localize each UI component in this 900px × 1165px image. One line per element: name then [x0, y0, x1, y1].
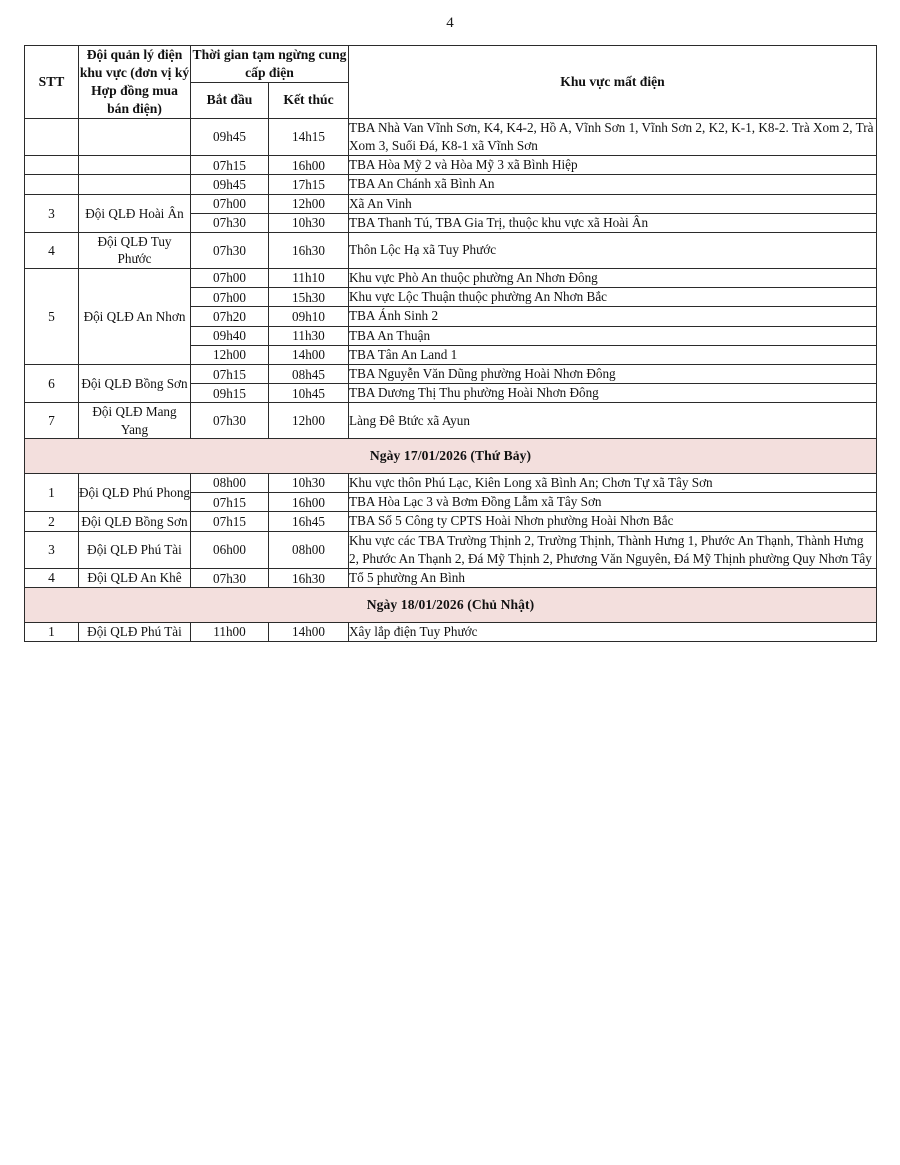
cell-start-time: 07h15	[191, 365, 269, 384]
cell-end-time: 16h30	[269, 233, 349, 269]
cell-stt: 4	[25, 233, 79, 269]
cell-team: Đội QLĐ Phú Phong	[79, 473, 191, 511]
day-separator-label: Ngày 17/01/2026 (Thứ Bảy)	[25, 439, 877, 474]
day-separator-label: Ngày 18/01/2026 (Chủ Nhật)	[25, 588, 877, 623]
table-row	[25, 622, 877, 641]
table-row	[25, 175, 877, 194]
cell-area: TBA Ánh Sinh 2	[349, 307, 877, 326]
cell-area: TBA Dương Thị Thu phường Hoài Nhơn Đông	[349, 384, 877, 403]
cell-start-time: 07h15	[191, 156, 269, 175]
day-separator-row	[25, 439, 877, 474]
cell-end-time: 12h00	[269, 194, 349, 213]
cell-start-time: 07h15	[191, 493, 269, 512]
cell-end-time: 17h15	[269, 175, 349, 194]
cell-start-time: 07h20	[191, 307, 269, 326]
cell-end-time: 15h30	[269, 288, 349, 307]
cell-start-time: 07h15	[191, 512, 269, 531]
table-header-row-1	[25, 46, 877, 83]
cell-team: Đội QLĐ Phú Tài	[79, 622, 191, 641]
cell-end-time: 16h45	[269, 512, 349, 531]
cell-stt: 3	[25, 531, 79, 568]
cell-area: TBA Nhà Van Vĩnh Sơn, K4, K4-2, Hồ A, Vĩnh Sơn 1, Vĩnh Sơn 2, K2, K-1, K8-2. Trà Xom 2, Trà Xom 3, Suối Đá, K8-1 xã Vĩnh Sơn	[349, 118, 877, 155]
cell-end-time: 08h45	[269, 365, 349, 384]
cell-area: TBA An Chánh xã Bình An	[349, 175, 877, 194]
column-header-time-group: Thời gian tạm ngừng cung cấp điện	[191, 46, 349, 83]
cell-stt	[25, 175, 79, 194]
cell-stt: 1	[25, 622, 79, 641]
cell-start-time: 07h00	[191, 288, 269, 307]
table-row	[25, 233, 877, 269]
cell-start-time: 08h00	[191, 473, 269, 492]
cell-end-time: 11h10	[269, 268, 349, 287]
cell-stt: 1	[25, 473, 79, 511]
cell-stt: 2	[25, 512, 79, 531]
cell-stt	[25, 156, 79, 175]
cell-start-time: 07h30	[191, 403, 269, 439]
cell-start-time: 09h40	[191, 326, 269, 345]
outage-schedule-table	[24, 45, 877, 642]
cell-team	[79, 175, 191, 194]
cell-area: TBA Hòa Lạc 3 và Bơm Đồng Lẫm xã Tây Sơn	[349, 493, 877, 512]
table-row	[25, 365, 877, 384]
table-row	[25, 473, 877, 492]
cell-area: TBA Thanh Tú, TBA Gia Trị, thuộc khu vực xã Hoài Ân	[349, 213, 877, 232]
cell-stt: 7	[25, 403, 79, 439]
cell-end-time: 14h00	[269, 622, 349, 641]
cell-team: Đội QLĐ Mang Yang	[79, 403, 191, 439]
cell-area: Xây lắp điện Tuy Phước	[349, 622, 877, 641]
cell-team: Đội QLĐ Phú Tài	[79, 531, 191, 568]
column-header-team: Đội quản lý điện khu vực (đơn vị ký Hợp đồng mua bán điện)	[79, 46, 191, 119]
cell-area: Thôn Lộc Hạ xã Tuy Phước	[349, 233, 877, 269]
column-header-area: Khu vực mất điện	[349, 46, 877, 119]
cell-area: TBA Tân An Land 1	[349, 345, 877, 364]
table-row	[25, 118, 877, 155]
cell-team	[79, 156, 191, 175]
column-header-start-time: Bắt đầu	[191, 82, 269, 118]
cell-end-time: 16h30	[269, 569, 349, 588]
outage-schedule-table-container	[24, 45, 876, 642]
cell-end-time: 09h10	[269, 307, 349, 326]
cell-team: Đội QLĐ An Nhơn	[79, 268, 191, 364]
table-row	[25, 156, 877, 175]
cell-team: Đội QLĐ Tuy Phước	[79, 233, 191, 269]
cell-stt: 4	[25, 569, 79, 588]
table-row	[25, 268, 877, 287]
cell-area: TBA Số 5 Công ty CPTS Hoài Nhơn phường Hoài Nhơn Bắc	[349, 512, 877, 531]
cell-end-time: 11h30	[269, 326, 349, 345]
cell-start-time: 07h30	[191, 233, 269, 269]
cell-end-time: 08h00	[269, 531, 349, 568]
cell-area: Tổ 5 phường An Bình	[349, 569, 877, 588]
column-header-stt: STT	[25, 46, 79, 119]
cell-stt: 3	[25, 194, 79, 232]
table-row	[25, 569, 877, 588]
table-row	[25, 403, 877, 439]
cell-start-time: 09h45	[191, 118, 269, 155]
table-row	[25, 512, 877, 531]
cell-start-time: 07h30	[191, 569, 269, 588]
cell-start-time: 09h45	[191, 175, 269, 194]
cell-stt: 6	[25, 365, 79, 403]
cell-area: Khu vực Phò An thuộc phường An Nhơn Đông	[349, 268, 877, 287]
table-row	[25, 531, 877, 568]
cell-area: TBA Nguyễn Văn Dũng phường Hoài Nhơn Đông	[349, 365, 877, 384]
cell-end-time: 10h30	[269, 473, 349, 492]
cell-end-time: 16h00	[269, 493, 349, 512]
cell-team: Đội QLĐ An Khê	[79, 569, 191, 588]
cell-area: Làng Đê Btức xã Ayun	[349, 403, 877, 439]
cell-area: Khu vực các TBA Trường Thịnh 2, Trường Thịnh, Thành Hưng 1, Phước An Thạnh, Thành Hưng 2, Phước An Thạnh 2, Đá Mỹ Thịnh 2, Phương Văn Nguyên, Đá Mỹ Thịnh phường Quy Nhơn Tây	[349, 531, 877, 568]
cell-end-time: 14h00	[269, 345, 349, 364]
table-row	[25, 194, 877, 213]
cell-end-time: 16h00	[269, 156, 349, 175]
cell-stt: 5	[25, 268, 79, 364]
cell-area: Khu vực Lộc Thuận thuộc phường An Nhơn Bắc	[349, 288, 877, 307]
column-header-end-time: Kết thúc	[269, 82, 349, 118]
cell-start-time: 12h00	[191, 345, 269, 364]
table-body	[25, 118, 877, 641]
cell-area: Khu vực thôn Phú Lạc, Kiên Long xã Bình An; Chơn Tự xã Tây Sơn	[349, 473, 877, 492]
cell-area: TBA Hòa Mỹ 2 và Hòa Mỹ 3 xã Bình Hiệp	[349, 156, 877, 175]
day-separator-row	[25, 588, 877, 623]
cell-end-time: 14h15	[269, 118, 349, 155]
table-header	[25, 46, 877, 119]
cell-area: TBA An Thuận	[349, 326, 877, 345]
cell-team: Đội QLĐ Bồng Sơn	[79, 365, 191, 403]
cell-start-time: 06h00	[191, 531, 269, 568]
page-number: 4	[446, 15, 454, 31]
cell-team: Đội QLĐ Hoài Ân	[79, 194, 191, 232]
cell-start-time: 11h00	[191, 622, 269, 641]
cell-stt	[25, 118, 79, 155]
cell-area: Xã An Vinh	[349, 194, 877, 213]
cell-team: Đội QLĐ Bồng Sơn	[79, 512, 191, 531]
cell-start-time: 07h00	[191, 194, 269, 213]
cell-end-time: 12h00	[269, 403, 349, 439]
cell-end-time: 10h45	[269, 384, 349, 403]
cell-start-time: 07h00	[191, 268, 269, 287]
cell-team	[79, 118, 191, 155]
cell-end-time: 10h30	[269, 213, 349, 232]
cell-start-time: 07h30	[191, 213, 269, 232]
cell-start-time: 09h15	[191, 384, 269, 403]
